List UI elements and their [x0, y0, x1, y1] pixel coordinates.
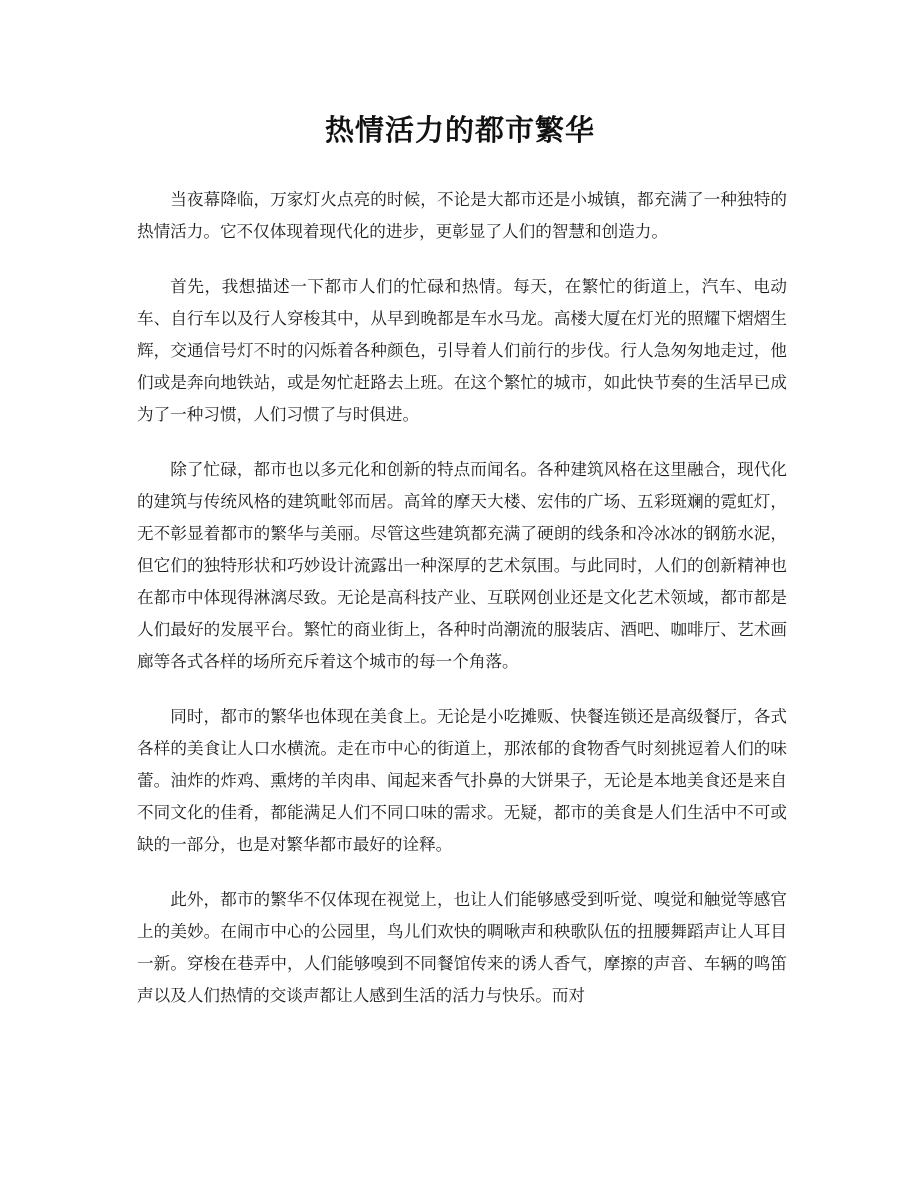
paragraph-4: 同时，都市的繁华也体现在美食上。无论是小吃摊贩、快餐连锁还是高级餐厅，各式各样的美食让人口水横流。走在市中心的街道上，那浓郁的食物香气时刻挑逗着人们的味蕾。油炸的炸鸡、熏烤的羊肉串、闻起来香气扑鼻的大饼果子，无论是本地美食还是来自不同文化的佳肴，都能满足人们不同口味的需求。无疑，都市的美食是人们生活中不可或缺的一部分，也是对繁华都市最好的诠释。	[137, 707, 787, 854]
paragraph-2: 首先，我想描述一下都市人们的忙碌和热情。每天，在繁忙的街道上，汽车、电动车、自行车以及行人穿梭其中，从早到晚都是车水马龙。高楼大厦在灯光的照耀下熠熠生辉，交通信号灯不时的闪烁着各种颜色，引导着人们前行的步伐。行人急匆匆地走过，他们或是奔向地铁站，或是匆忙赶路去上班。在这个繁忙的城市，如此快节奏的生活早已成为了一种习惯，人们习惯了与时俱进。	[137, 277, 787, 424]
document-body	[137, 184, 787, 1035]
paragraph-1: 当夜幕降临，万家灯火点亮的时候，不论是大都市还是小城镇，都充满了一种独特的热情活力。它不仅体现着现代化的进步，更彰显了人们的智慧和创造力。	[137, 190, 787, 241]
page-title: 热情活力的都市繁华	[324, 113, 595, 147]
paragraph-3: 除了忙碌，都市也以多元化和创新的特点而闻名。各种建筑风格在这里融合，现代化的建筑与传统风格的建筑毗邻而居。高耸的摩天大楼、宏伟的广场、五彩斑斓的霓虹灯，无不彰显着都市的繁华与美丽。尽管这些建筑都充满了硬朗的线条和冷冰冰的钢筋水泥，但它们的独特形状和巧妙设计流露出一种深厚的艺术氛围。与此同时，人们的创新精神也在都市中体现得淋漓尽致。无论是高科技产业、互联网创业还是文化艺术领域，都市都是人们最好的发展平台。繁忙的商业街上，各种时尚潮流的服装店、酒吧、咖啡厅、艺术画廊等各式各样的场所充斥着这个城市的每一个角落。	[137, 460, 787, 671]
paragraph-5: 此外，都市的繁华不仅体现在视觉上，也让人们能够感受到听觉、嗅觉和触觉等感官上的美妙。在闹市中心的公园里，鸟儿们欢快的啁啾声和秧歌队伍的扭腰舞蹈声让人耳目一新。穿梭在巷弄中，人们能够嗅到不同餐馆传来的诱人香气，摩擦的声音、车辆的鸣笛声以及人们热情的交谈声都让人感到生活的活力与快乐。而对	[137, 890, 787, 1005]
